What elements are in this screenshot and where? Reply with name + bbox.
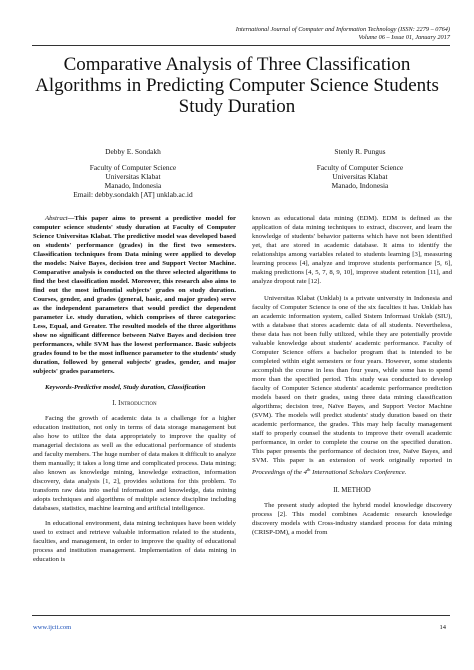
abstract-label: Abstract	[45, 215, 68, 222]
edm-paragraph: known as educational data mining (EDM). EDM is defined as the application of data mining techniques to extract, discover, and learn the knowledge of students' behavior patterns which have not been identified yet, that are stored in academic database. It aims to identify the relationships among variables related to students learning [3], measuring learning process [4], analyze and improve students performance [5, 6], making predictions [4, 5, 7, 8, 9, 10], improve student retention [11], and analyze dropout rate [12].	[252, 215, 452, 285]
volume-line: Volume 06 – Issue 01, January 2017	[358, 34, 450, 41]
author-block-1	[48, 147, 218, 199]
author-block-2	[285, 147, 435, 190]
section-heading-introduction: I. Introduction	[112, 400, 157, 407]
ordinal-suffix: th	[306, 467, 311, 472]
author-email: Email: debby.sondakh [AT] unklab.ac.id	[73, 190, 193, 199]
unklab-text: Universitas Klabat (Unklab) is a private university in Indonesia and faculty of Computer Science is one of the six faculties it has. Unklab has an academic information system, called Sistem Informasi Unklab (SIU), with a database that stores academic data of all students. Nevertheless, these data has not been fully utilized, while they are potentially provide valuable knowledge about students' academic performance. Faculty of Computer Science offers a bachelor program that is intended to be completed within eight semesters or four years. However, some students accomplish the course in less than four years, while some has to spend more than the specified period. This study was conducted to develop faculty of Computer Science students' academic performance prediction models based on their grades, using three data mining classification algorithms; decision tree, Naïve Bayes, and Support Vector Machine (SVM). The models will predict students' study duration based on their academic performance, the grades. This may help faculty management staff to properly counsel the students to improve their overall academic performance, in order to complete the course on the specified duration. This paper presents the performance of decision tree, Naïve Bayes, and SVM. This paper is an extension of work originally reported in	[252, 295, 452, 464]
journal-website-link[interactable]: www.ijcit.com	[33, 624, 72, 631]
abstract-text: —This paper aims to present a predictive model for computer science students' study duration at Faculty of Computer Science Universitas Klabat. The predictive model was developed based on students' performance (grades) in the first two semesters. Classification techniques from Data mining were applied to develop the models: Naive Bayes, decision tree and Support Vector Machine. Comparative analysis is conducted on the three selected algorithms to find the best classification model. Moreover, this research also aims to find out the most influential subjects' grades on study duration. Courses, gender, and grades (general, basic, and major grades) serve as the independent parameters that would predict the dependent parameter i.e. study duration, which comprises of three categories: Less, Equal, and Greater. The resulted models of the three algorithms show no significant difference between Naïve Bayes and decision tree performances, while SVM has the lowest performance. Basic subjects grades found to be the most influence parameter to the students' study duration, followed by general subjects' grades, gender, and major subjects' grades parameters.	[33, 215, 236, 375]
header-divider	[32, 45, 450, 46]
author-institution: Universitas Klabat	[105, 172, 161, 181]
section-heading-method: II. METHOD	[333, 487, 371, 495]
author-name: Debby E. Sondakh	[105, 147, 161, 156]
method-paragraph: The present study adopted the hybrid model knowledge discovery process [2]. This model combines Academic research knowledge discovery models with Cross-industry standard process for data mining (CRISP-DM), a model from	[252, 502, 452, 537]
left-column	[33, 214, 236, 564]
author-affiliation: Faculty of Computer Science	[89, 163, 177, 172]
proceedings-citation-tail: International Scholars Conference.	[310, 469, 407, 477]
proceedings-citation: Proceedings of the 4	[252, 469, 307, 477]
right-column	[252, 214, 452, 537]
journal-line: International Journal of Computer and Information Technology (ISSN: 2279 – 0764)	[235, 26, 450, 33]
author-name: Stenly R. Pungus	[334, 147, 386, 156]
author-affiliation: Faculty of Computer Science	[316, 163, 404, 172]
author-location: Manado, Indonesia	[331, 181, 389, 190]
intro-paragraph-2: In educational environment, data mining techniques have been widely used to extract and retrieve valuable information related to the students, faculties, and management, in order to improve the quality of educational process and institution management. Implementation of data mining in education is	[33, 520, 236, 563]
keywords: Keywords-Predictive model, Study duration, Classification	[45, 384, 206, 391]
footer-divider	[32, 615, 450, 616]
page-number: 14	[439, 624, 446, 631]
author-institution: Universitas Klabat	[332, 172, 388, 181]
abstract	[33, 214, 236, 376]
unklab-paragraph	[252, 294, 452, 477]
author-location: Manado, Indonesia	[104, 181, 162, 190]
intro-paragraph-1: Facing the growth of academic data is a challenge for a higher education institution, not only in terms of data storage management but also how to utilize the data appropriately to improve the quality of managerial decisions as well as the educational performance of students and faculty members. The huge number of data makes it difficult to analyze them manually; it takes a long time and complicated process. Data mining; also known as knowledge mining, knowledge extraction, information discovery, data analysis [1, 2], provides solutions for this problem. To transform raw data into useful information and knowledge, data mining adopts techniques and algorithms of multiple science discipline including databases, statistics, machine learning and artificial intelligence.	[33, 415, 236, 512]
paper-title: Comparative Analysis of Three Classification Algorithms in Predicting Computer Science Students Study Duration	[35, 54, 439, 117]
running-header	[236, 26, 450, 42]
